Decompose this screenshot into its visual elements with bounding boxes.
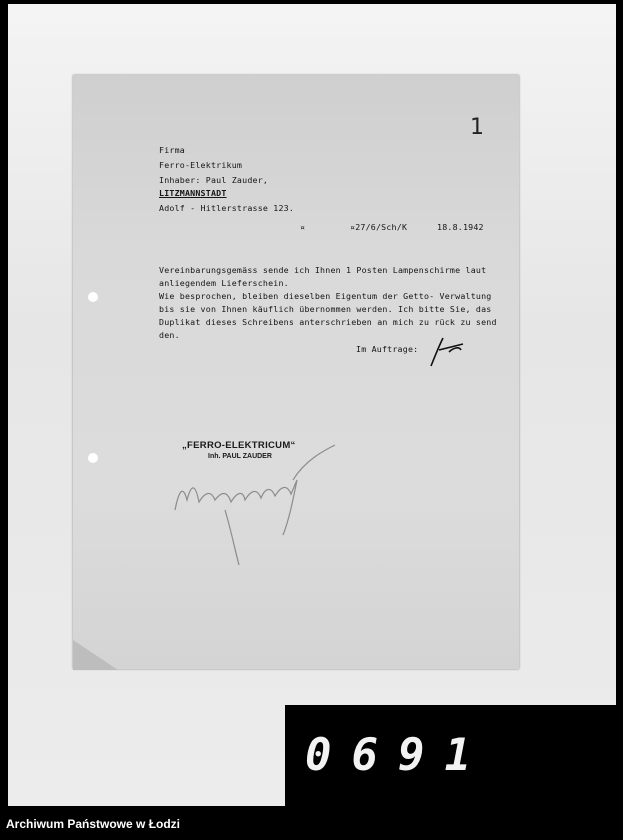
letter-date: 18.8.1942 — [437, 222, 484, 232]
archive-name: Archiwum Państwowe w Łodzi — [6, 817, 181, 831]
body-line: den. — [159, 330, 180, 340]
address-line: Ferro-Elektrikum — [159, 160, 243, 170]
reference-code: ¤27/6/Sch/K — [350, 222, 408, 232]
closing-text: Im Auftrage: — [356, 344, 419, 354]
initials-signature — [425, 332, 470, 372]
company-stamp-name: „FERRO-ELEKTRICUM“ — [182, 440, 296, 451]
body-line: Duplikat dieses Schreibens anterschrieben an mich zu rück zu send — [159, 317, 497, 327]
document-page — [73, 75, 519, 669]
reference-symbol: ¤ — [300, 222, 306, 232]
handwritten-signature — [165, 440, 345, 570]
folded-corner — [73, 640, 118, 670]
punch-hole — [88, 453, 98, 463]
body-line: anliegendem Lieferschein. — [159, 278, 289, 288]
body-line: Wie besprochen, bleiben dieselben Eigentum der Getto- Verwaltung — [159, 291, 492, 301]
address-city: LITZMANNSTADT — [159, 188, 227, 198]
address-line: Adolf - Hitlerstrasse 123. — [159, 203, 295, 213]
page-number-mark: 1 — [470, 115, 484, 140]
address-line: Inhaber: Paul Zauder, — [159, 175, 269, 185]
punch-hole — [88, 292, 98, 302]
company-stamp-owner: Inh. PAUL ZAUDER — [208, 453, 272, 460]
body-line: bis sie von Ihnen käuflich übernommen werden. Ich bitte Sie, das — [159, 304, 492, 314]
address-line: Firma — [159, 145, 185, 155]
body-line: Vereinbarungsgemäss sende ich Ihnen 1 Posten Lampenschirme laut — [159, 265, 487, 275]
film-frame-number: 0691 — [305, 730, 491, 781]
